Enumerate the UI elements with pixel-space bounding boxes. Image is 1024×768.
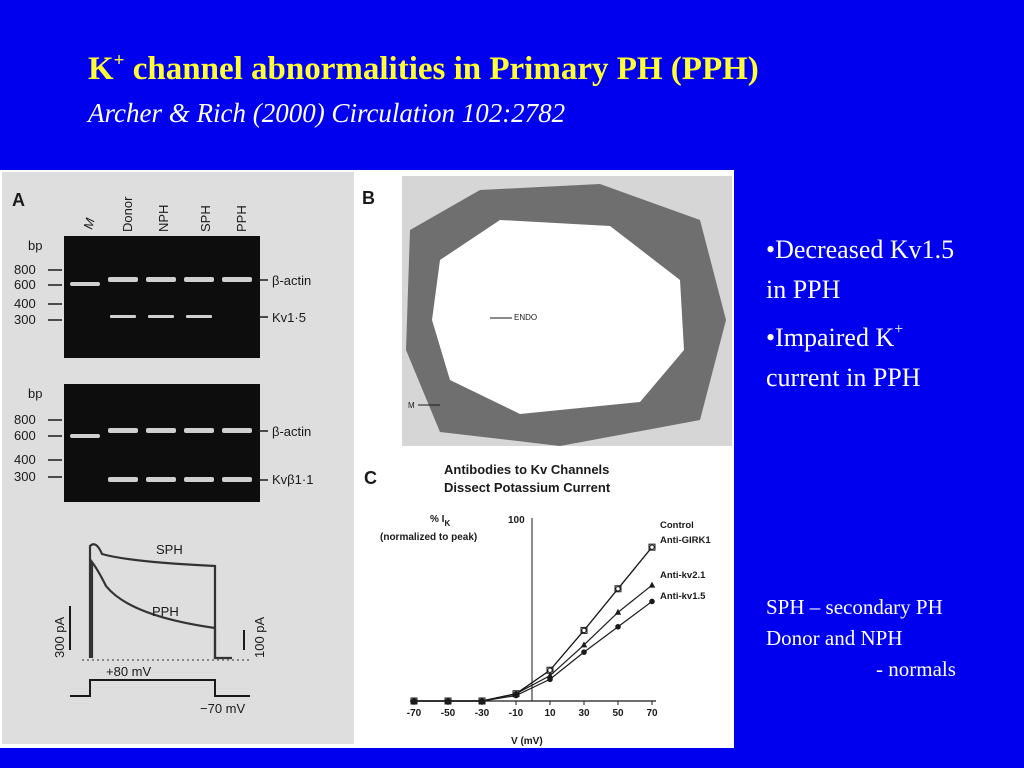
bullet-2-main: •Impaired K — [766, 323, 895, 352]
bullet-list — [766, 230, 954, 398]
figure-panel — [0, 170, 734, 748]
data-point — [445, 698, 451, 704]
gel-2 — [64, 384, 260, 502]
trace-label-sph: SPH — [156, 542, 183, 557]
x-tick-label: 50 — [612, 708, 624, 719]
gel2-actin-band-sph — [184, 428, 214, 433]
gel2-kvb-band-donor — [108, 477, 138, 482]
series-line-2 — [414, 585, 652, 701]
panel-a-label: A — [12, 190, 25, 210]
x-tick-label: 10 — [544, 708, 556, 719]
y-label-line2: (normalized to peak) — [380, 532, 478, 543]
gel-1 — [64, 236, 260, 358]
legend-label: Anti-GIRK1 — [660, 535, 711, 546]
gel2-kvb-band-nph — [146, 477, 176, 482]
y-label-main: % I — [430, 514, 445, 525]
panel-c-heading-2: Dissect Potassium Current — [444, 480, 611, 495]
series-line-1 — [414, 547, 652, 701]
x-tick-label: 30 — [578, 708, 590, 719]
data-point — [479, 698, 485, 704]
scale-bar-300pa: 300 pA — [52, 616, 67, 658]
data-point — [581, 649, 587, 655]
panel-b-label: B — [362, 188, 375, 208]
lane-label-sph: SPH — [198, 205, 213, 232]
gel2-actin-band-nph — [146, 428, 176, 433]
gel2-label-actin: β-actin — [272, 424, 312, 439]
legend-label: Control — [660, 520, 694, 531]
x-tick-label: -50 — [440, 708, 456, 719]
panel-c-heading-1: Antibodies to Kv Channels — [444, 462, 610, 477]
title-plus: + — [113, 50, 125, 71]
gel2-bp: bp — [28, 386, 43, 401]
legend-label: Anti-kv2.1 — [660, 570, 706, 581]
gel2-label-kvb11: Kvβ1·1 — [272, 472, 314, 487]
data-point — [411, 698, 417, 704]
y-label-sub: K — [444, 519, 451, 528]
gel1-kv15-band-nph — [148, 315, 174, 318]
note-line1: SPH – secondary PH — [766, 595, 943, 619]
y-label-line1 — [430, 514, 450, 528]
title-rest: channel abnormalities in Primary PH (PPH) — [124, 51, 759, 87]
bullet-1-line2: in PPH — [766, 275, 841, 304]
series-line-3 — [414, 601, 652, 701]
x-tick-label: -10 — [508, 708, 524, 719]
gel2-kvb-band-pph — [222, 477, 252, 482]
abbreviation-notes — [766, 592, 956, 685]
hold-voltage-label: −70 mV — [200, 701, 246, 716]
gel1-marker-300: 300 — [14, 312, 36, 327]
slide-title — [88, 50, 759, 88]
gel1-label-actin: β-actin — [272, 273, 312, 288]
trace-label-pph: PPH — [152, 604, 179, 619]
iv-chart — [380, 514, 711, 747]
gel1-kv15-band-sph — [186, 315, 212, 318]
bullet-2-sup: + — [894, 321, 904, 338]
data-point — [582, 628, 586, 632]
data-point — [513, 693, 519, 699]
lane-label-m: M — [80, 216, 98, 231]
scale-bar-100pa: 100 pA — [252, 616, 267, 658]
voltage-protocol — [70, 680, 250, 696]
current-traces — [90, 544, 232, 658]
gel1-marker-band — [70, 282, 100, 286]
gel2-marker-300: 300 — [14, 469, 36, 484]
data-point — [649, 599, 655, 605]
legend-label: Anti-kv1.5 — [660, 591, 706, 602]
lane-label-donor: Donor — [120, 196, 135, 232]
note-line2: Donor and NPH — [766, 626, 903, 650]
bullet-2-line1 — [766, 310, 954, 358]
sph-trace — [90, 544, 232, 658]
gel1-bp: bp — [28, 238, 43, 253]
data-point — [650, 545, 654, 549]
gel1-actin-band-pph — [222, 277, 252, 282]
gel2-marker-600: 600 — [14, 428, 36, 443]
data-point — [547, 676, 553, 682]
x-axis-label: V (mV) — [511, 736, 543, 747]
lane-label-pph: PPH — [234, 205, 249, 232]
y-tick-100: 100 — [508, 515, 525, 526]
data-point — [548, 668, 552, 672]
gel1-actin-band-nph — [146, 277, 176, 282]
gel2-marker-band — [70, 434, 100, 438]
gel1-actin-band-sph — [184, 277, 214, 282]
slide-subtitle: Archer & Rich (2000) Circulation 102:2782 — [88, 98, 566, 128]
gel1-marker-600: 600 — [14, 277, 36, 292]
data-point — [616, 587, 620, 591]
gel1-marker-400: 400 — [14, 296, 36, 311]
panel-c-label: C — [364, 468, 377, 488]
lane-label-nph: NPH — [156, 204, 171, 232]
gel1-actin-band-donor — [108, 277, 138, 282]
data-point — [649, 582, 655, 588]
title-k: K — [88, 51, 114, 87]
gel2-kvb-band-sph — [184, 477, 214, 482]
annotation-m: M — [408, 401, 415, 410]
data-point — [615, 624, 621, 630]
gel2-marker-800: 800 — [14, 412, 36, 427]
gel2-actin-band-donor — [108, 428, 138, 433]
data-point — [615, 609, 621, 615]
bullet-2-line2: current in PPH — [766, 363, 921, 392]
note-line3: - normals — [876, 657, 956, 681]
gel2-marker-400: 400 — [14, 452, 36, 467]
annotation-endo: ENDO — [514, 313, 538, 322]
gel1-marker-800: 800 — [14, 262, 36, 277]
x-tick-label: 70 — [646, 708, 658, 719]
gel1-kv15-band-donor — [110, 315, 136, 318]
series-line-0 — [414, 547, 652, 701]
gel1-label-kv15: Kv1·5 — [272, 310, 306, 325]
gel2-actin-band-pph — [222, 428, 252, 433]
figure-svg — [0, 170, 734, 748]
x-tick-label: -30 — [474, 708, 490, 719]
bullet-1-line1: •Decreased Kv1.5 — [766, 235, 955, 264]
step-voltage-label: +80 mV — [106, 664, 152, 679]
x-tick-label: -70 — [406, 708, 422, 719]
